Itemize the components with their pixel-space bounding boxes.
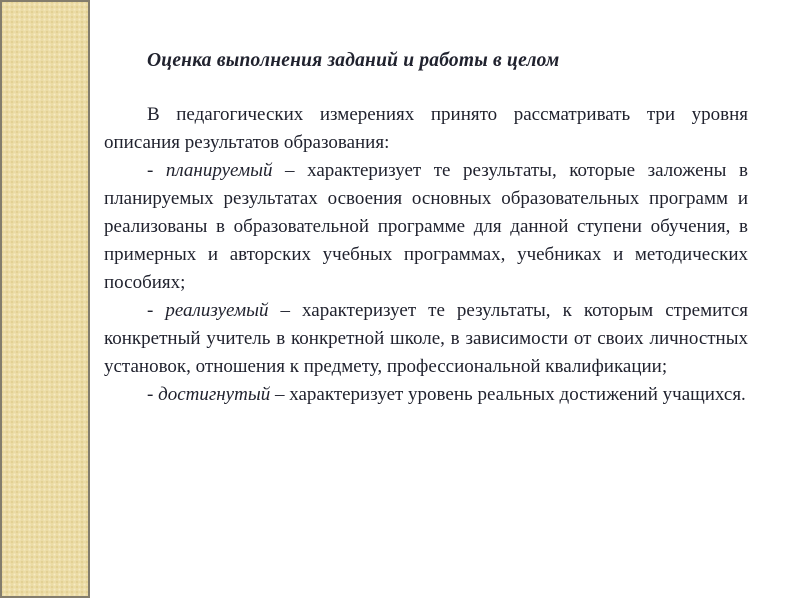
dash-run: - — [147, 300, 166, 321]
slide-title: Оценка выполнения заданий и работы в целом — [147, 50, 560, 71]
paragraph-planned-level — [104, 157, 748, 297]
decorative-side-bar — [0, 0, 90, 598]
body-text — [104, 101, 748, 409]
paragraph-implemented-level — [104, 297, 748, 381]
text-run: В педагогических измерениях принято рассматривать три уровня описания результатов образования: — [104, 104, 748, 153]
term-italic: планируемый — [165, 160, 273, 181]
text-run: – характеризует уровень реальных достижений учащихся. — [270, 384, 746, 405]
paragraph-achieved-level — [104, 381, 748, 409]
dash-run: - — [147, 384, 159, 405]
text-run: – характеризует те результаты, к которым стремится конкретный учитель в конкретной школе, в зависимости от своих личностных установок, отношения к предмету, профессиональной квалификации; — [104, 300, 749, 377]
dash-run: - — [147, 160, 166, 181]
text-run: – характеризует те результаты, которые заложены в планируемых результатах освоения основных образовательных программ и реализованы в образовательной программе для данной ступени обучения, в примерных и авторских учебных программах, учебниках и методических пособиях; — [104, 160, 748, 293]
term-italic: реализуемый — [165, 300, 269, 321]
term-italic: достигнутый — [158, 384, 271, 405]
paragraph-intro — [104, 101, 748, 157]
